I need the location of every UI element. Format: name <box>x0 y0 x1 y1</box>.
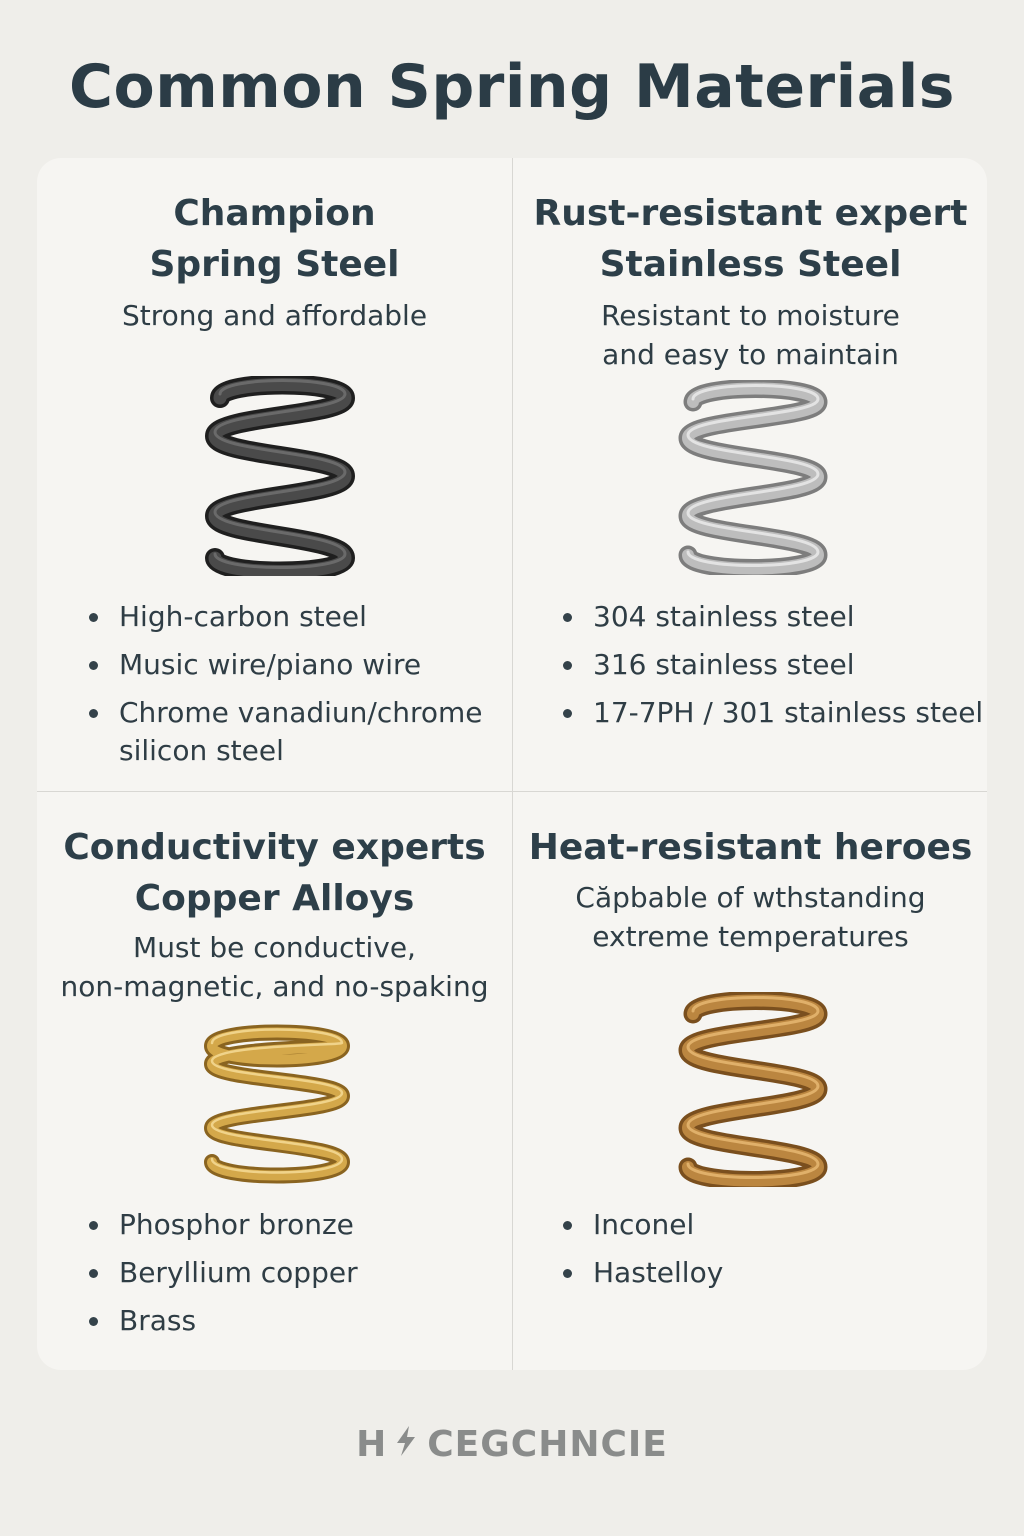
heading-line: Stainless Steel <box>599 244 902 285</box>
list-item: Beryllium copper <box>89 1254 509 1292</box>
quadrant-spring-steel <box>37 158 512 791</box>
logo-letter: H <box>356 1424 388 1465</box>
list-item: 304 stainless steel <box>563 598 988 636</box>
subtitle-line: Căpbable of wthstanding <box>575 881 926 914</box>
subtitle-line: non-magnetic, and no-spaking <box>60 970 489 1003</box>
material-list <box>89 598 509 780</box>
silver-coil-spring-icon <box>668 380 838 575</box>
heading-line: Rust-resistant expert <box>533 193 968 234</box>
material-list <box>563 1206 988 1302</box>
heading-line: Spring Steel <box>149 244 400 285</box>
heading-line: Heat-resistant heroes <box>528 827 973 868</box>
subtitle-line: Must be conductive, <box>133 931 416 964</box>
list-item: 316 stainless steel <box>563 646 988 684</box>
logo-wordmark: CEGCHNCIE <box>427 1424 668 1465</box>
quadrant-subtitle <box>513 296 988 374</box>
heading-line: Copper Alloys <box>134 878 415 919</box>
quadrant-heading <box>513 822 988 873</box>
quadrant-heading <box>37 188 512 290</box>
list-item: Inconel <box>563 1206 988 1244</box>
quadrant-heading <box>37 822 512 924</box>
material-list <box>563 598 988 742</box>
quadrant-heading <box>513 188 988 290</box>
list-item: 17-7PH / 301 stainless steel <box>563 694 988 732</box>
bronze-coil-spring-icon <box>668 992 838 1187</box>
heading-line: Champion <box>173 193 376 234</box>
list-item: Hastelloy <box>563 1254 988 1292</box>
quadrant-subtitle <box>513 878 988 956</box>
list-item: Phosphor bronze <box>89 1206 509 1244</box>
list-item: High-carbon steel <box>89 598 509 636</box>
subtitle-line: extreme temperatures <box>592 920 909 953</box>
material-list <box>89 1206 509 1350</box>
subtitle-line: Resistant to moisture <box>601 299 900 332</box>
quadrant-subtitle <box>37 928 512 1006</box>
heading-line: Conductivity experts <box>63 827 486 868</box>
quadrant-heat-resistant <box>513 792 988 1370</box>
gold-coil-spring-icon <box>197 1024 357 1184</box>
list-item: Music wire/piano wire <box>89 646 509 684</box>
quadrant-stainless-steel <box>513 158 988 791</box>
subtitle-line: Strong and affordable <box>121 299 428 332</box>
lightning-bolt-icon <box>395 1424 417 1465</box>
list-item: Brass <box>89 1302 509 1340</box>
subtitle-line: and easy to maintain <box>602 338 899 371</box>
materials-card <box>37 158 987 1370</box>
quadrant-copper-alloys <box>37 792 512 1370</box>
quadrant-subtitle <box>37 296 512 335</box>
brand-logo <box>0 1424 1024 1465</box>
black-coil-spring-icon <box>195 376 365 576</box>
list-item: Chrome vanadiun/chrome silicon steel <box>89 694 509 770</box>
page-title: Common Spring Materials <box>69 52 955 122</box>
